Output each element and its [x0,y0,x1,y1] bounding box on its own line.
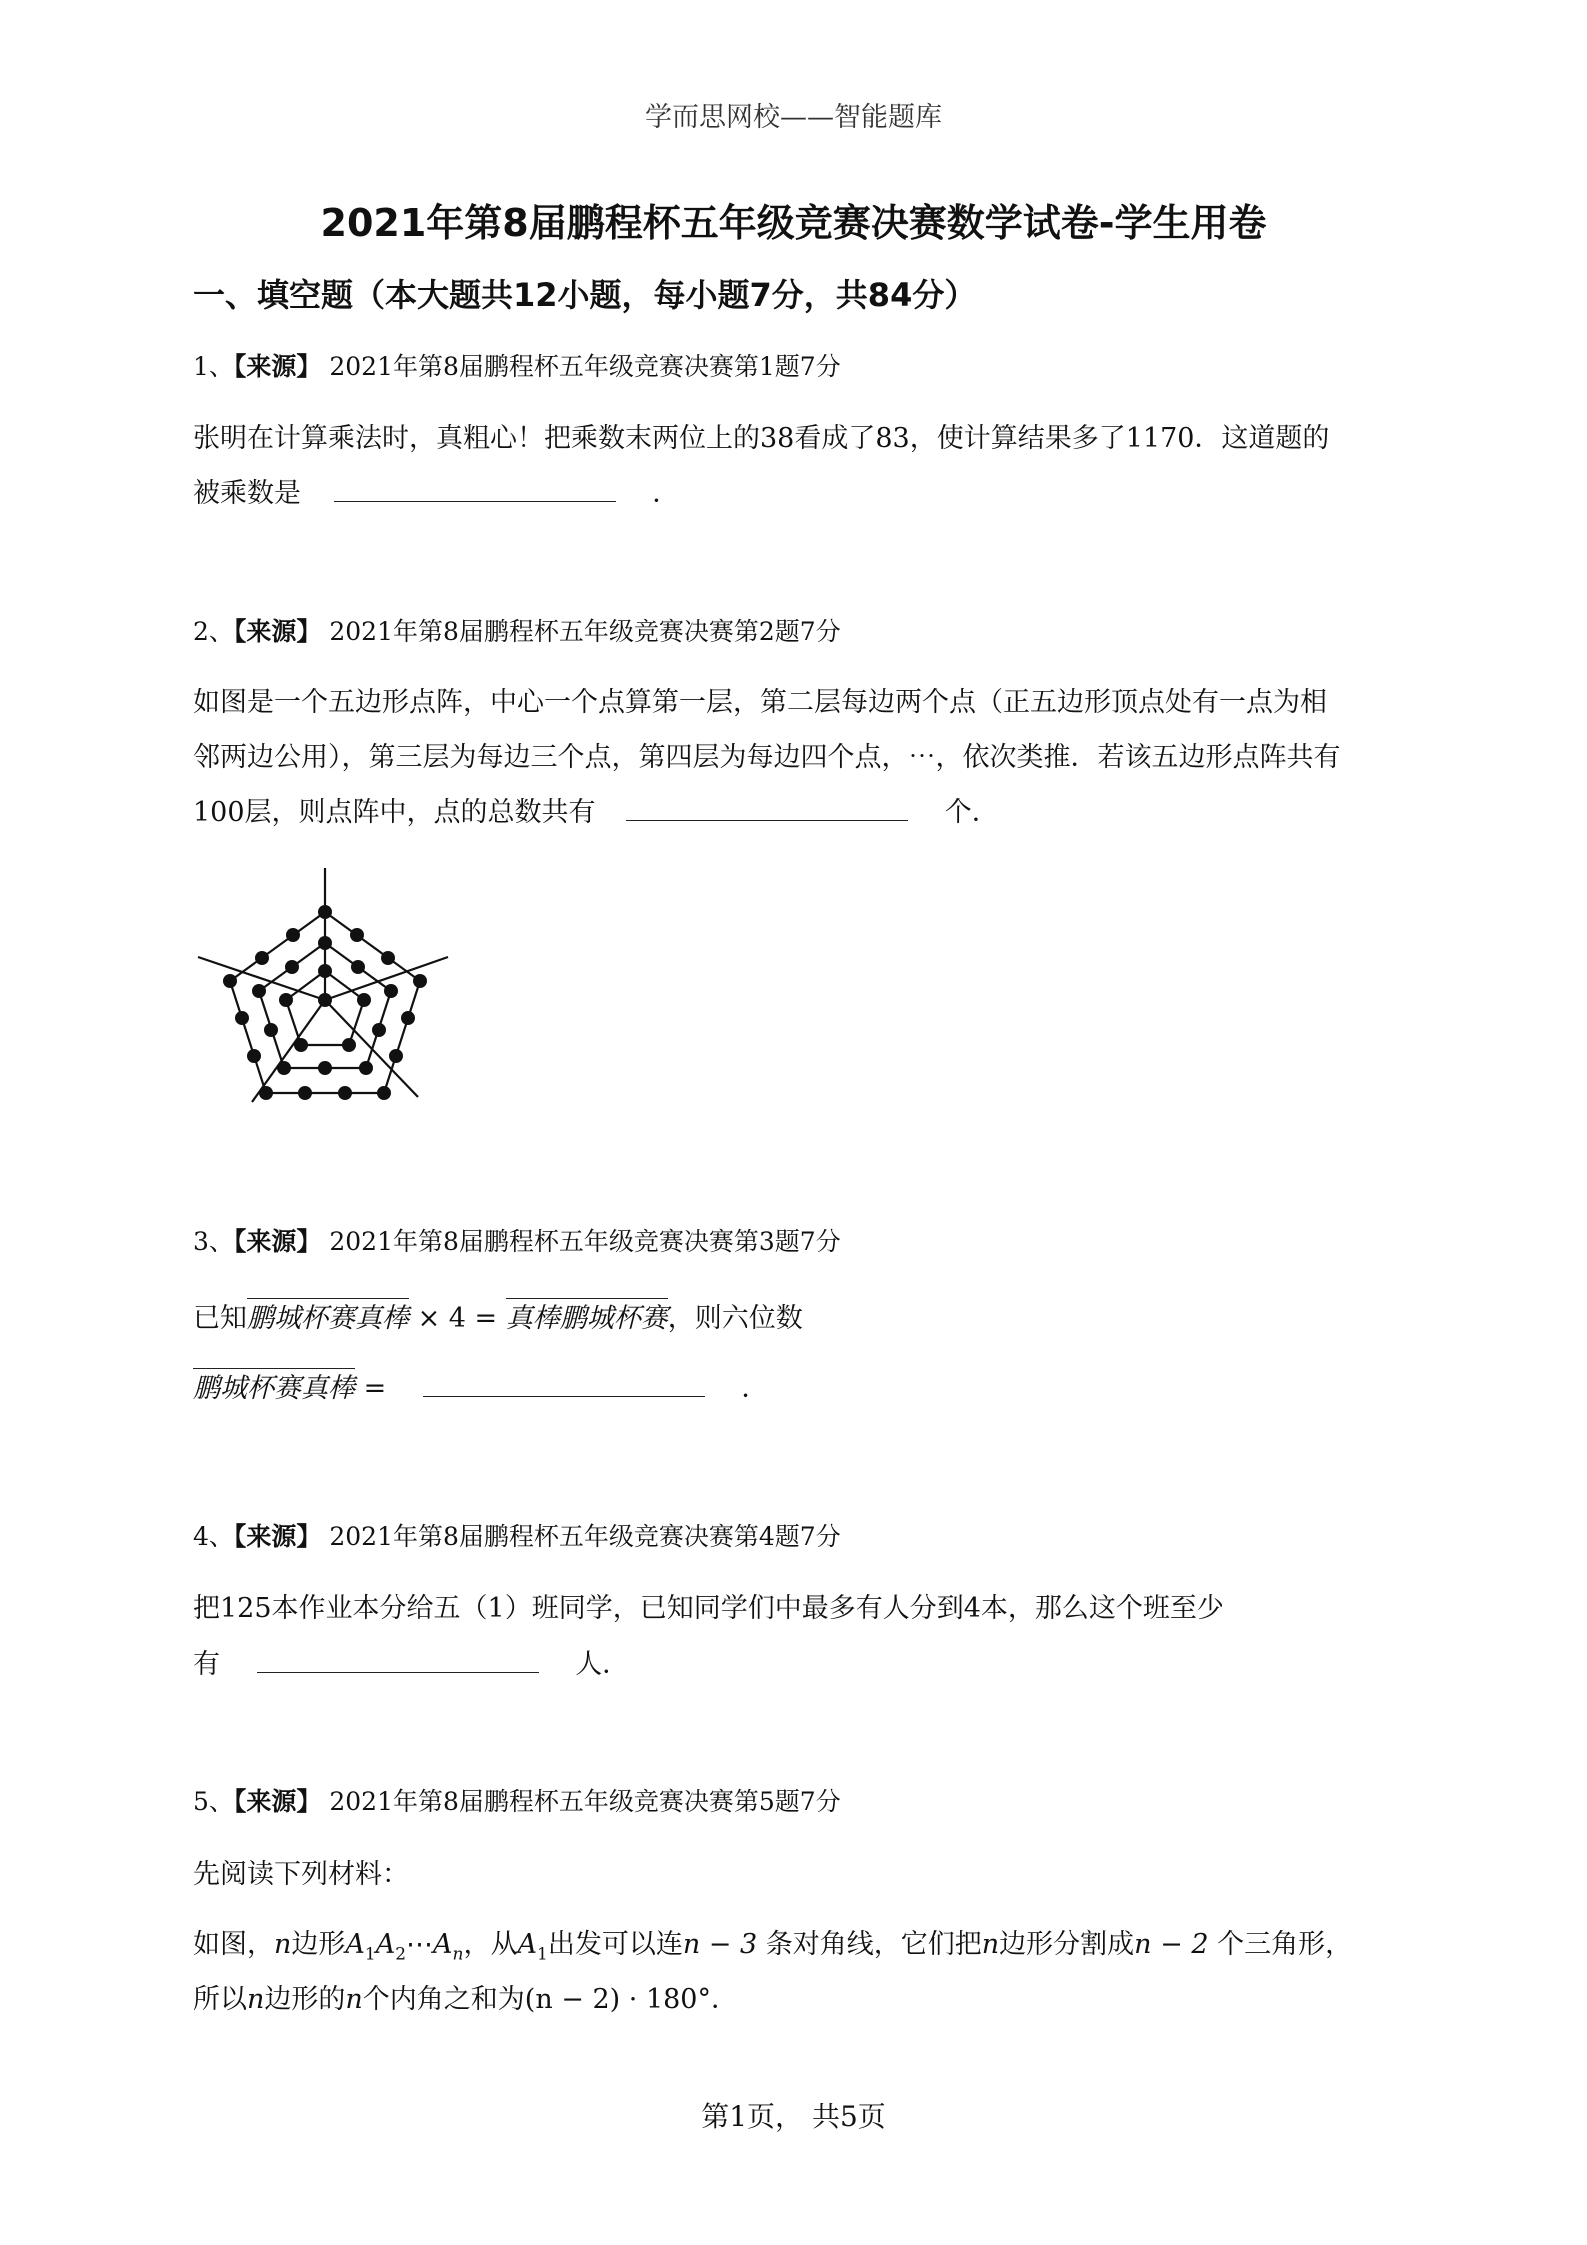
pentagon-dot-figure [190,860,460,1110]
q1-line2-pre: 被乘数是 [193,478,301,509]
q5-l2-sn: n [452,1944,464,1965]
q5-line2 [193,1922,1352,1964]
q3-source-text: 2021年第8届鹏程杯五年级竞赛决赛第3题7分 [329,1227,841,1256]
q5-l2-f: 条对角线，它们把 [765,1929,982,1960]
q1-line2 [193,471,679,510]
q2-source [193,612,841,648]
page-footer: 第1页， 共5页 [701,2100,886,2133]
q5-l3-n2: n [345,1984,363,2015]
q3-times: × 4 = [417,1303,498,1334]
q1-number: 1、 [193,352,234,381]
q3-source-label: 【来源】 [233,1227,322,1256]
q4-number: 4、 [193,1522,234,1551]
q5-l2-i: n − 2 [1134,1929,1209,1960]
q1-source [193,347,841,383]
q4-source [193,1517,841,1553]
q4-line2-post: 人． [575,1649,630,1680]
q5-l2-a1: A [517,1929,537,1960]
q3-pre: 已知 [193,1303,247,1334]
page-title: 2021年第8届鹏程杯五年级竞赛决赛数学试卷-学生用卷 [320,201,1267,245]
q3-post: ，则六位数 [667,1303,803,1334]
q3-source [193,1222,841,1258]
q5-line3 [193,1977,738,2016]
q5-l2-s1: 1 [364,1944,376,1965]
q5-l2-poly: A [345,1929,365,1960]
q5-l2-a: 如图， [193,1929,274,1960]
q1-source-text: 2021年第8届鹏程杯五年级竞赛决赛第1题7分 [329,352,841,381]
q5-l2-c: ，从 [463,1929,518,1960]
q3-eq: = [363,1373,387,1404]
q1-line2-post: ． [652,478,680,509]
q5-source [193,1782,841,1818]
q2-line3 [193,790,999,829]
q5-l2-e: n − 3 [682,1929,758,1960]
q2-answer-blank[interactable] [626,792,908,821]
q4-line2-pre: 有 [193,1649,220,1680]
q3-line1 [193,1296,803,1335]
q5-l2-h: 边形分割成 [999,1929,1135,1960]
q5-source-text: 2021年第8届鹏程杯五年级竞赛决赛第5题7分 [329,1787,841,1816]
q2-line3-pre: 100层，则点阵中，点的总数共有 [193,797,596,828]
q5-l2-a1s: 1 [537,1944,548,1965]
q3-answer-blank[interactable] [423,1368,705,1397]
q5-l3-d: (n − 2) · 180°． [524,1984,738,2015]
q4-answer-blank[interactable] [257,1644,539,1673]
q5-l2-j: 个三角形， [1217,1929,1353,1960]
section-heading: 一、填空题（本大题共12小题，每小题7分，共84分） [193,276,977,314]
q1-line1: 张明在计算乘法时，真粗心！把乘数末两位上的38看成了83，使计算结果多了1170．这道题的 [193,423,1330,454]
q5-l3-n: n [247,1984,265,2015]
q5-l2-b: 边形 [291,1929,346,1960]
q3-number-b: 真棒鹏城杯赛 [506,1298,668,1334]
q2-source-label: 【来源】 [233,617,322,646]
q5-l2-poly3: A [433,1929,453,1960]
q1-source-label: 【来源】 [233,352,322,381]
q5-source-label: 【来源】 [233,1787,322,1816]
q1-answer-blank[interactable] [334,473,616,502]
q5-l3-a: 所以 [193,1984,247,2015]
q3-number: 3、 [193,1227,234,1256]
q2-number: 2、 [193,617,234,646]
q5-l2-s2: 2 [395,1944,407,1965]
q4-line2 [193,1642,629,1681]
q2-line1: 如图是一个五边形点阵，中心一个点算第一层，第二层每边两个点（正五边形顶点处有一点为相 [193,687,1327,718]
q3-number-a: 鹏城杯赛真棒 [247,1298,409,1334]
q3-number-c: 鹏城杯赛真棒 [193,1368,355,1404]
q2-source-text: 2021年第8届鹏程杯五年级竞赛决赛第2题7分 [329,617,841,646]
q5-l2-poly2: A [375,1929,396,1960]
q4-source-label: 【来源】 [233,1522,322,1551]
q5-l3-c: 个内角之和为 [362,1984,525,2015]
q3-line2 [193,1366,768,1405]
q5-number: 5、 [193,1787,234,1816]
page-header: 学而思网校——智能题库 [645,102,942,133]
q3-end: ． [741,1373,769,1404]
q4-source-text: 2021年第8届鹏程杯五年级竞赛决赛第4题7分 [329,1522,841,1551]
q5-line1: 先阅读下列材料： [193,1859,409,1890]
q5-l2-d: 出发可以连 [547,1929,683,1960]
q4-line1: 把125本作业本分给五（1）班同学，已知同学们中最多有人分到4本，那么这个班至少 [193,1593,1224,1624]
q5-l2-dots: ⋯ [406,1929,434,1960]
q5-l3-b: 边形的 [264,1984,346,2015]
q5-l2-n: n [274,1929,292,1960]
q2-line3-post: 个． [944,797,999,828]
q5-l2-g: n [981,1929,1000,1960]
q2-line2: 邻两边公用），第三层为每边三个点，第四层为每边四个点，⋯，依次类推．若该五边形点阵共有 [193,742,1341,773]
